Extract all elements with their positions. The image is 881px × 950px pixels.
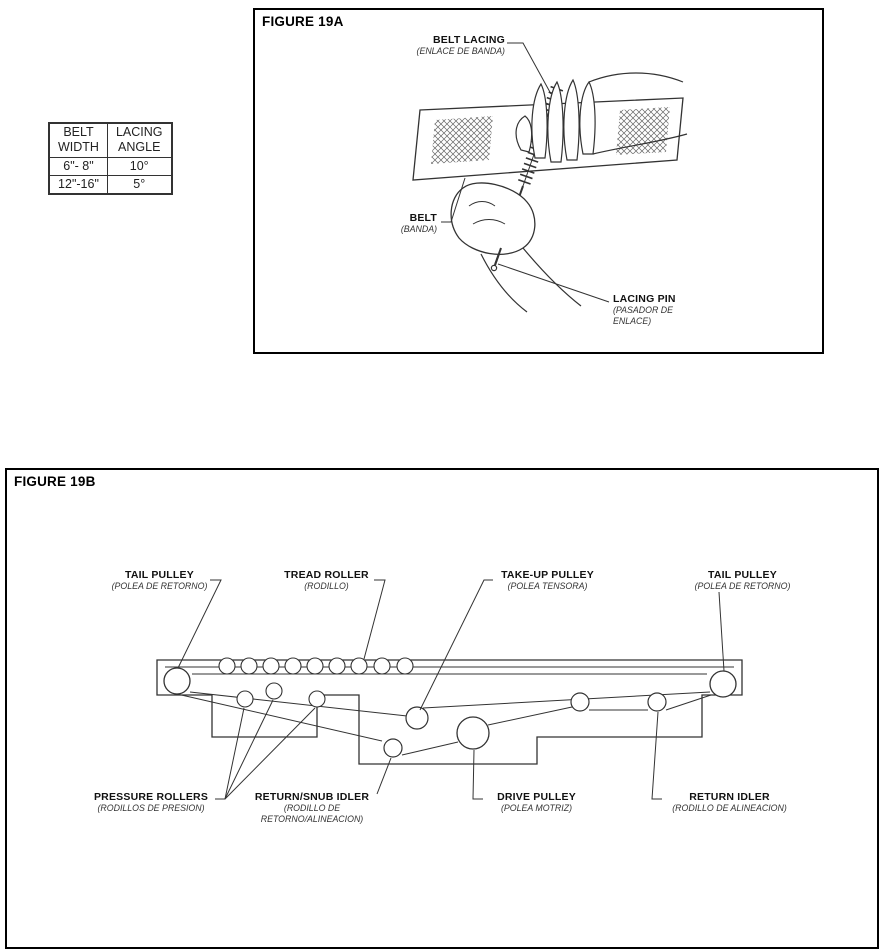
callout-translation: (POLEA MOTRIZ) (500, 803, 573, 814)
callout-label: TREAD ROLLER (284, 569, 369, 581)
return-snub-idler-circle (384, 739, 402, 757)
lower-hand-drawing (451, 183, 581, 312)
callout-translation: (RODILLOS DE PRESION) (97, 803, 205, 814)
callout-return-idler (662, 791, 797, 814)
callout-drive-pulley (479, 791, 594, 814)
lacing-angle-value: 10° (107, 157, 171, 175)
header-line: LACING (115, 125, 163, 139)
callout-label: TAKE-UP PULLEY (501, 569, 594, 581)
figure-b-leader-lines (178, 580, 724, 799)
callout-label: LACING PIN (613, 293, 676, 305)
callout-translation: (POLEA DE RETORNO) (111, 581, 208, 592)
tail-pulley-right-circle (710, 671, 736, 697)
belt-width-value: 12"-16" (49, 175, 107, 194)
callout-return-snub-idler (242, 791, 382, 824)
callout-tail-pulley-left (102, 569, 217, 592)
table-row (49, 175, 172, 194)
callout-label: TAIL PULLEY (708, 569, 777, 581)
belt-width-value: 6"- 8" (49, 157, 107, 175)
figure-19b-panel (5, 468, 879, 949)
callout-label: BELT (409, 212, 437, 224)
callout-pressure-rollers (85, 791, 217, 814)
col-belt-width-header (49, 123, 107, 157)
callout-translation: (RODILLO) (304, 581, 349, 592)
callout-translation: RETORNO/ALINEACION) (260, 813, 364, 824)
callout-label: PRESSURE ROLLERS (93, 791, 209, 803)
return-idler-circles (571, 693, 666, 711)
callout-belt-lacing (375, 34, 505, 57)
callout-translation: (RODILLO DE (283, 803, 341, 814)
callout-translation: (RODILLO DE ALINEACION) (672, 803, 787, 814)
drive-pulley-circle (457, 717, 489, 749)
conveyor-side-view-drawing (7, 470, 877, 947)
callout-label: BELT LACING (433, 34, 505, 46)
header-line: BELT (63, 125, 94, 139)
lacing-angle-value: 5° (107, 175, 171, 194)
callout-label: DRIVE PULLEY (497, 791, 576, 803)
belt-path-lines (165, 667, 734, 755)
callout-label: TAIL PULLEY (125, 569, 194, 581)
callout-take-up-pulley (485, 569, 610, 592)
figure-19b-title: FIGURE 19B (14, 474, 96, 489)
callout-lacing-pin (613, 293, 723, 326)
callout-translation: (POLEA DE RETORNO) (694, 581, 791, 592)
callout-translation: (BANDA) (400, 224, 437, 235)
tail-pulley-left-circle (164, 668, 190, 694)
callout-translation: (PASADOR DE (613, 305, 673, 316)
pressure-rollers-circles (237, 683, 325, 707)
header-line: WIDTH (58, 140, 99, 155)
callout-tread-roller (269, 569, 384, 592)
callout-translation: ENLACE) (613, 315, 652, 326)
belt-lacing-drawing (255, 10, 822, 352)
callout-tail-pulley-right (685, 569, 800, 592)
callout-label: RETURN IDLER (689, 791, 770, 803)
take-up-pulley-circle (406, 707, 428, 729)
col-lacing-angle-header (107, 123, 171, 157)
callout-belt (365, 212, 437, 235)
table-row (49, 157, 172, 175)
callout-label: RETURN/SNUB IDLER (254, 791, 370, 803)
callout-translation: (POLEA TENSORA) (507, 581, 588, 592)
belt-mesh-left (431, 116, 493, 164)
table-header-row (49, 123, 172, 157)
figure-19a-title: FIGURE 19A (262, 14, 344, 29)
belt-lacing-spec-table (48, 122, 173, 195)
figure-19a-panel (253, 8, 824, 354)
callout-translation: (ENLACE DE BANDA) (416, 46, 505, 57)
tread-rollers (219, 658, 413, 674)
conveyor-frame (157, 660, 742, 764)
header-line: ANGLE (118, 140, 161, 155)
